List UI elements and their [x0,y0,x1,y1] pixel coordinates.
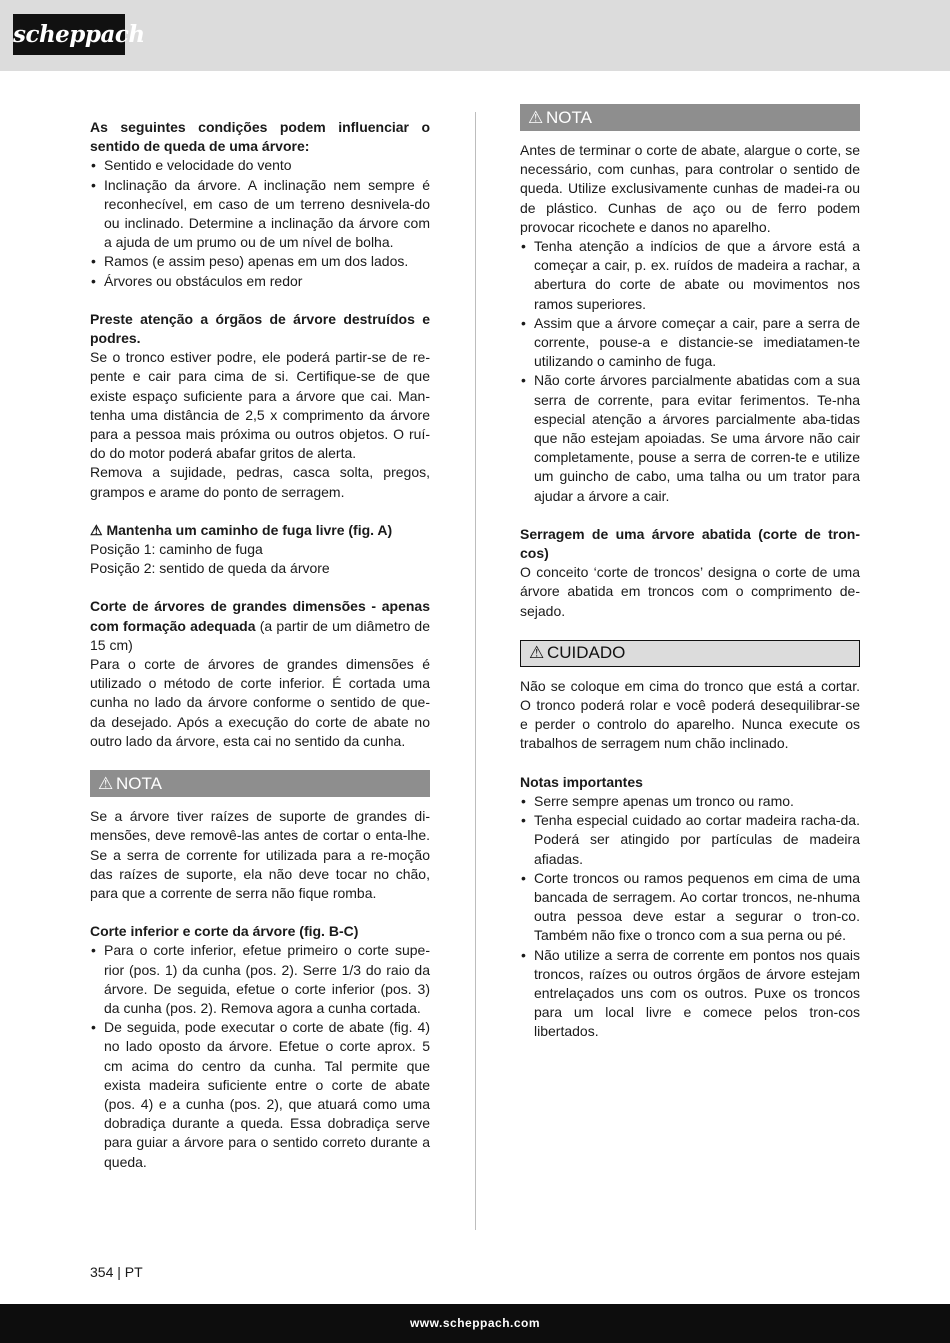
escape-route-heading-text: Mantenha um caminho de fuga livre (fig. A) [106,521,393,538]
list-item: • De seguida, pode executar o corte de abate (fig. 4) no lado oposto da árvore. Efetue o corte aprox. 5 cm acima do centro da cunha. Tal permite que exista madeira suficiente entre o corte de abate (pos. 4) e a cunha (pos. 2), que atuará como uma dobradiça durante a queda. Essa dobradiça serve para guiar a árvore para o sentido correto durante a queda. [90,1018,430,1172]
column-divider [475,112,476,1230]
list-item: • Tenha especial cuidado ao cortar madeira racha-da. Poderá ser atingido por partículas de madeira afiadas. [520,811,860,869]
list-item: • Sentido e velocidade do vento [90,156,430,175]
important-notes-heading: Notas importantes [520,773,643,790]
conditions-list [90,156,430,290]
undercut-list [90,941,430,1171]
nota-label: NOTA [116,774,162,794]
page-separator: | [117,1264,121,1280]
list-item: • Corte troncos ou ramos pequenos em cima de uma bancada de serragem. Ao cortar troncos, ne-nhuma outra pessoa deve estar a segurar o tron-co. Também não fixe o tronco com a sua perna ou pé. [520,869,860,946]
nota-paragraph: Antes de terminar o corte de abate, alargue o corte, se necessário, com cunhas, para controlar o sentido de queda. Utilize exclusivamente cunhas de madei-ra ou de plástico. Cunhas de aço ou de ferro podem provocar ricochete e danos no aparelho. [520,142,860,235]
nota-paragraph: Se a árvore tiver raízes de suporte de grandes di-mensões, deve removê-las antes de cortar o enta-lhe. Se a serra de corrente for utilizada para a re-moção das raízes de suporte, ela não deve tocar no chão, para que a corrente de serra não fique romba. [90,808,430,901]
rotten-heading: Preste atenção a órgãos de árvore destruídos e podres. [90,310,430,347]
list-item: • Não corte árvores parcialmente abatidas com a sua serra de corrente, para evitar ferimentos. Te-nha especial atenção a árvores parcialmente aba-tidas que não estejam apoiadas. Se uma árvore não cair completamente, pouse a serra de corren-te e utilize um guincho de cabo, uma talha ou um trator para ajudar a árvore a cair. [520,371,860,505]
nota-label: NOTA [546,108,592,127]
bucking-heading: Serragem de uma árvore abatida (corte de tron-cos) [520,525,860,562]
list-item: • Árvores ou obstáculos em redor [90,272,430,291]
escape-route-heading [90,521,430,540]
warning-icon: ⚠ [90,521,103,538]
cuidado-box [520,640,860,667]
warning-icon: ⚠ [98,774,114,794]
cuidado-label: CUIDADO [547,642,626,662]
nota-box [520,104,860,131]
list-item: • Serre sempre apenas um tronco ou ramo. [520,792,860,811]
page-number-value: 354 [90,1264,114,1280]
list-item: • Tenha atenção a indícios de que a árvore está a começar a cair, p. ex. ruídos de madeira a rachar, a abertura do corte de abate ou movimentos nos ramos superiores. [520,237,860,314]
brand-logo: scheppach [13,14,125,55]
list-item: • Inclinação da árvore. A inclinação nem sempre é reconhecível, em caso de um terreno desnivela-do ou inclinado. Determine a inclinação da árvore com a ajuda de um prumo ou de um nível de bolha. [90,176,430,253]
important-notes-list [520,792,860,1042]
remove-dirt-paragraph: Remova a sujidade, pedras, casca solta, pregos, grampos e arame do ponto de serragem. [90,464,430,500]
nota-box [90,770,430,797]
warning-icon: ⚠ [528,108,544,127]
position-1-line: Posição 1: caminho de fuga [90,541,263,558]
list-item: • Assim que a árvore começar a cair, pare a serra de corrente, pouse-a e distancie-se imediatamen-te utilizando o caminho de fuga. [520,314,860,372]
large-trees-heading-rest: (a partir de um diâmetro de 15 cm) [90,617,430,653]
conditions-heading: As seguintes condições podem influenciar o sentido de queda de uma árvore: [90,119,430,155]
cuidado-paragraph: Não se coloque em cima do tronco que está a cortar. O tronco poderá rolar e você poderá desequilibrar-se e perder o controlo do aparelho. Nunca execute os trabalhos de serragem num chão inclinado. [520,677,860,752]
rotten-paragraph: Se o tronco estiver podre, ele poderá partir-se de re-pente e cair para cima de si. Certifique-se de que existe espaço suficiente para a árvore que cai. Man-tenha uma distância de 2,5 x comprimento da árvore para a pessoa mais próxima ou outros objetos. O ruí-do do motor poderá abafar gritos de alerta. [90,349,430,462]
page-number [90,1264,143,1280]
footer-bar [0,1304,950,1343]
bucking-paragraph: O conceito ‘corte de troncos’ designa o corte de uma árvore abatida em troncos com o comprimento de-sejado. [520,564,860,619]
header-bar [0,0,950,71]
undercut-heading: Corte inferior e corte da árvore (fig. B-C) [90,923,359,940]
list-item: • Ramos (e assim peso) apenas em um dos lados. [90,252,430,271]
website-link[interactable]: www.scheppach.com [409,1316,541,1330]
list-item: • Para o corte inferior, efetue primeiro o corte supe-rior (pos. 1) da cunha (pos. 2). Serre 1/3 do raio da árvore. De seguida, efetue o corte inferior (pos. 3) da cunha (pos. 2). Remova agora a cunha cortada. [90,941,430,1018]
position-2-line: Posição 2: sentido de queda da árvore [90,560,330,577]
list-item: • Não utilize a serra de corrente em pontos nos quais troncos, raízes ou outros órgãos de árvore estejam entrelaçados uns com os outros. Puxe os troncos para um local livre e comece pelos tron-cos libertados. [520,946,860,1042]
left-column [90,104,430,1172]
large-trees-paragraph: Para o corte de árvores de grandes dimensões é utilizado o método de corte inferior. É cortada uma cunha no lado da árvore conforme o sentido de que-da desejado. Após a execução do corte de abate no outro lado da árvore, esta cai no sentido da cunha. [90,656,430,749]
language-code: PT [124,1264,143,1280]
large-trees-heading-bold: Corte de árvores de grandes dimensões - apenas com formação adequada [90,598,430,634]
warning-icon: ⚠ [529,642,545,662]
large-trees-heading [90,597,430,655]
felling-list [520,237,860,506]
right-column [520,104,860,1042]
